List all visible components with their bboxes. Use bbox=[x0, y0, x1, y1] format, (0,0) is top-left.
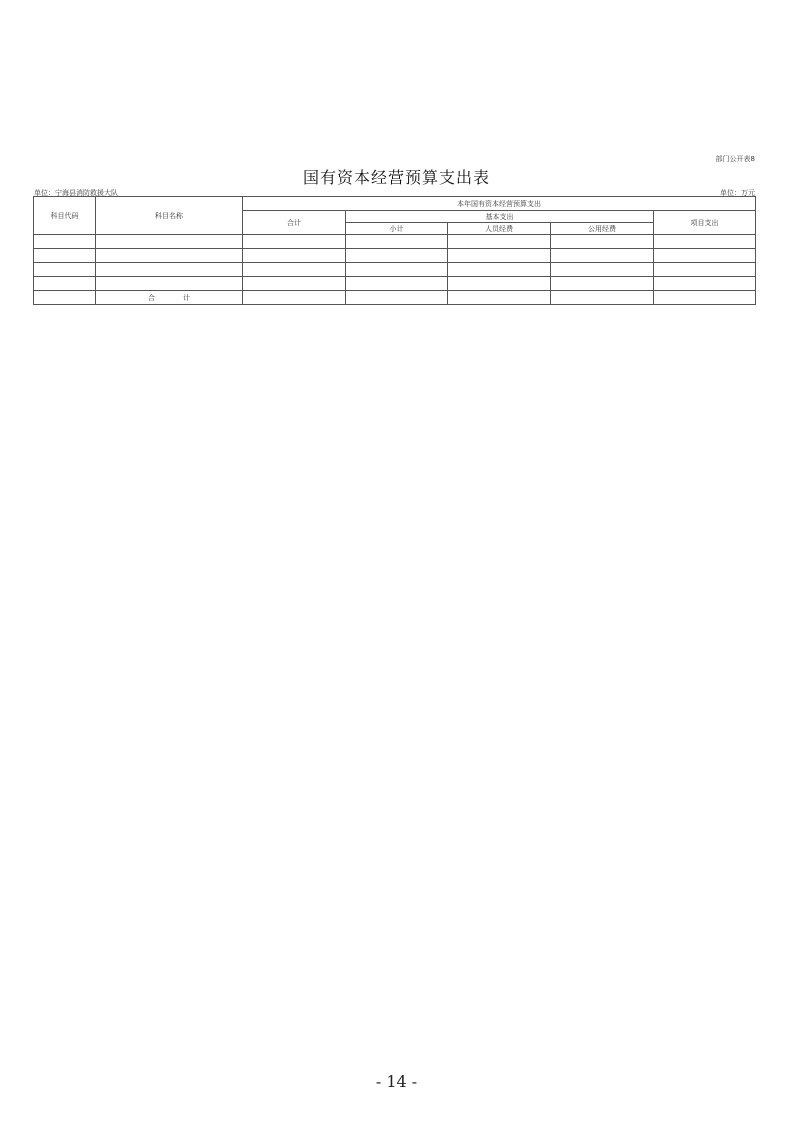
table-row bbox=[34, 235, 756, 249]
table-cell bbox=[34, 235, 96, 249]
table-cell bbox=[34, 263, 96, 277]
total-value-total bbox=[243, 291, 346, 305]
page-number: - 14 - bbox=[375, 1072, 418, 1091]
table-cell bbox=[346, 235, 448, 249]
header-subject-name: 科目名称 bbox=[96, 197, 243, 235]
total-row bbox=[34, 291, 756, 305]
table-cell bbox=[243, 277, 346, 291]
total-label bbox=[96, 291, 243, 305]
table-cell bbox=[448, 263, 551, 277]
form-number: 部门公开表8 bbox=[715, 155, 755, 163]
page-title: 国有资本经营预算支出表 bbox=[302, 168, 490, 187]
table-cell bbox=[243, 235, 346, 249]
header-subject-code: 科目代码 bbox=[34, 197, 96, 235]
table-cell bbox=[448, 249, 551, 263]
table-cell bbox=[448, 277, 551, 291]
table-cell bbox=[551, 235, 654, 249]
table-row bbox=[34, 263, 756, 277]
table-cell bbox=[96, 235, 243, 249]
table-cell bbox=[346, 249, 448, 263]
header-basic-group: 基本支出 bbox=[346, 211, 654, 223]
table-row bbox=[34, 249, 756, 263]
header-current-year-group: 本年国有资本经营预算支出 bbox=[243, 197, 756, 211]
total-value-subtotal bbox=[346, 291, 448, 305]
total-value-personnel bbox=[448, 291, 551, 305]
budget-expenditure-table bbox=[33, 196, 756, 305]
total-label-char-1: 合 bbox=[148, 293, 155, 302]
table-cell bbox=[96, 263, 243, 277]
table-cell bbox=[551, 249, 654, 263]
currency-unit: 单位：万元 bbox=[720, 189, 755, 197]
total-value-public bbox=[551, 291, 654, 305]
table-cell bbox=[448, 235, 551, 249]
reporting-unit: 单位：宁海县消防救援大队 bbox=[34, 189, 118, 197]
table-cell bbox=[34, 291, 96, 305]
table-cell bbox=[551, 277, 654, 291]
table-cell bbox=[96, 249, 243, 263]
header-subtotal: 小计 bbox=[346, 223, 448, 235]
header-personnel: 人员经费 bbox=[448, 223, 551, 235]
table-cell bbox=[654, 263, 756, 277]
header-project: 项目支出 bbox=[654, 211, 756, 235]
table-cell bbox=[654, 235, 756, 249]
table-cell bbox=[654, 249, 756, 263]
table-cell bbox=[243, 249, 346, 263]
table-cell bbox=[346, 263, 448, 277]
total-label-char-2: 计 bbox=[183, 293, 190, 302]
header-public: 公用经费 bbox=[551, 223, 654, 235]
table-cell bbox=[654, 277, 756, 291]
table-cell bbox=[243, 263, 346, 277]
table-cell bbox=[551, 263, 654, 277]
table-cell bbox=[96, 277, 243, 291]
table-cell bbox=[34, 249, 96, 263]
header-total: 合计 bbox=[243, 211, 346, 235]
total-value-project bbox=[654, 291, 756, 305]
table-cell bbox=[34, 277, 96, 291]
table-row bbox=[34, 277, 756, 291]
table-cell bbox=[346, 277, 448, 291]
